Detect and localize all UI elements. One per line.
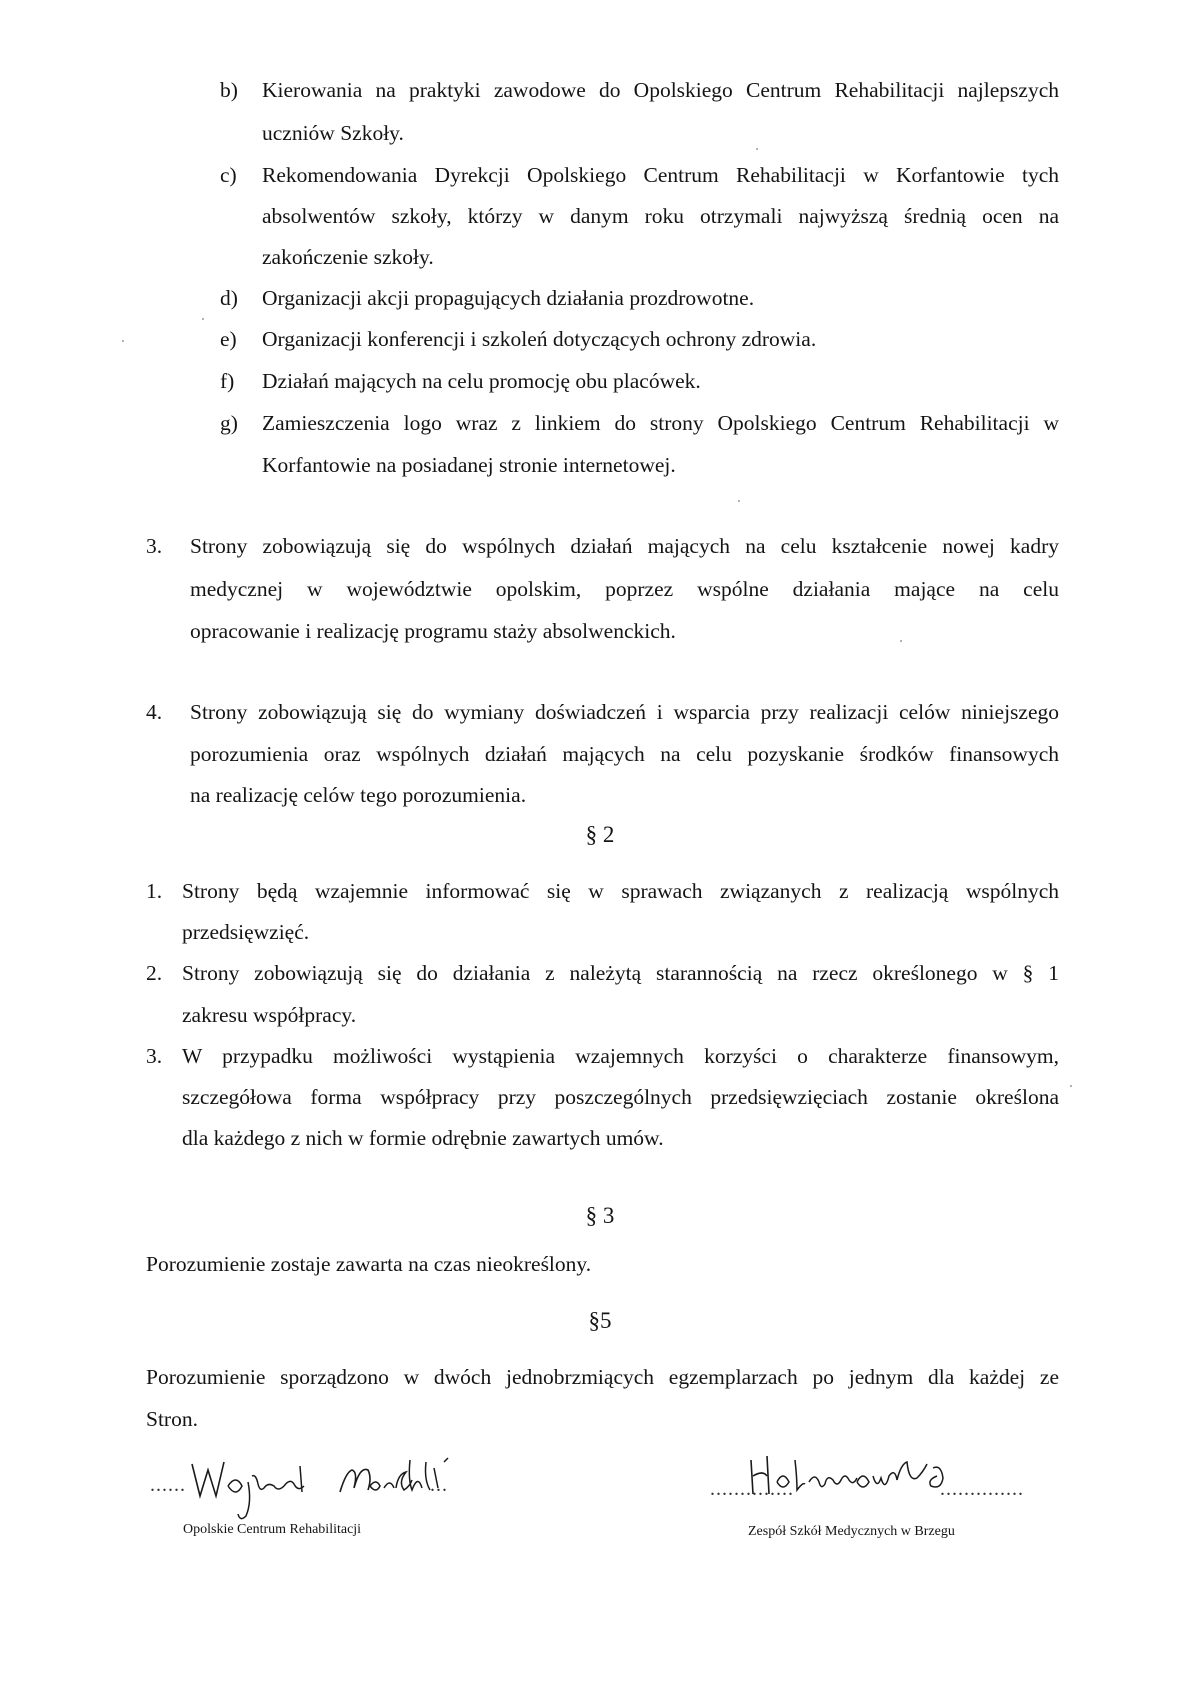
list-item-line: Korfantowie na posiadanej stronie internetowej.	[262, 453, 676, 477]
list-label: c)	[220, 163, 237, 187]
list-item-line: uczniów Szkoły.	[262, 121, 404, 145]
point-number: 3.	[146, 534, 163, 558]
signature-left	[188, 1452, 488, 1522]
scan-speck	[202, 318, 204, 320]
point-line: przedsięwzięć.	[182, 920, 310, 944]
section-heading: §5	[588, 1308, 612, 1333]
point-line: na realizację celów tego porozumienia.	[190, 783, 527, 807]
signature-caption: Zespół Szkół Medycznych w Brzegu	[748, 1524, 955, 1539]
signature-dots: ..............	[710, 1478, 794, 1500]
scan-speck	[122, 340, 124, 342]
list-item-line: Organizacji akcji propagujących działania prozdrowotne.	[262, 286, 755, 310]
point-line: Strony zobowiązują się do działania z należytą starannością na rzecz określonego w § 1	[182, 961, 1059, 985]
list-item-line: Rekomendowania Dyrekcji Opolskiego Centrum Rehabilitacji w Korfantowie tych	[262, 163, 1059, 187]
list-label: f)	[220, 369, 235, 393]
scan-speck	[1070, 1085, 1072, 1087]
paragraph-line: Stron.	[146, 1407, 198, 1431]
list-label: g)	[220, 411, 238, 435]
point-line: porozumienia oraz wspólnych działań mających na celu pozyskanie środków finansowych	[190, 742, 1059, 766]
paragraph: Porozumienie zostaje zawarta na czas nieokreślony.	[146, 1252, 592, 1276]
point-line: W przypadku możliwości wystąpienia wzajemnych korzyści o charakterze finansowym,	[182, 1044, 1059, 1068]
point-number: 2.	[146, 961, 163, 985]
point-line: szczegółowa forma współpracy przy poszczególnych przedsięwzięciach zostanie określona	[182, 1085, 1059, 1109]
point-line: Strony będą wzajemnie informować się w sprawach związanych z realizacją wspólnych	[182, 879, 1059, 903]
section-heading: § 3	[585, 1203, 615, 1228]
point-line: Strony zobowiązują się do wymiany doświadczeń i wsparcia przy realizacji celów niniejszego	[190, 700, 1059, 724]
scan-speck	[900, 640, 902, 642]
point-number: 4.	[146, 700, 163, 724]
point-line: medycznej w województwie opolskim, poprzez wspólne działania mające na celu	[190, 577, 1059, 601]
point-line: dla każdego z nich w formie odrębnie zawartych umów.	[182, 1126, 664, 1150]
scan-speck	[738, 500, 740, 502]
point-line: zakresu współpracy.	[182, 1003, 357, 1027]
signature-dots: ..............	[940, 1478, 1024, 1500]
signature-dots: ...	[430, 1474, 448, 1496]
paragraph-line: Porozumienie sporządzono w dwóch jednobrzmiących egzemplarzach po jednym dla każdej ze	[146, 1365, 1059, 1389]
list-item-line: Organizacji konferencji i szkoleń dotyczących ochrony zdrowia.	[262, 327, 817, 351]
point-number: 3.	[146, 1044, 163, 1068]
signature-dots: ......	[150, 1474, 186, 1496]
list-item-line: Zamieszczenia logo wraz z linkiem do strony Opolskiego Centrum Rehabilitacji w	[262, 411, 1059, 435]
point-line: opracowanie i realizację programu staży absolwenckich.	[190, 619, 676, 643]
point-line: Strony zobowiązują się do wspólnych działań mających na celu kształcenie nowej kadry	[190, 534, 1059, 558]
signature-caption: Opolskie Centrum Rehabilitacji	[183, 1522, 362, 1537]
list-item-line: Działań mających na celu promocję obu placówek.	[262, 369, 701, 393]
list-item-line: zakończenie szkoły.	[262, 245, 434, 269]
signature-right	[745, 1446, 975, 1506]
list-label: b)	[220, 78, 238, 102]
list-label: e)	[220, 327, 237, 351]
point-number: 1.	[146, 879, 163, 903]
list-item-line: Kierowania na praktyki zawodowe do Opolskiego Centrum Rehabilitacji najlepszych	[262, 78, 1059, 102]
section-heading: § 2	[585, 822, 615, 847]
list-item-line: absolwentów szkoły, którzy w danym roku otrzymali najwyższą średnią ocen na	[262, 204, 1059, 228]
list-label: d)	[220, 286, 238, 310]
scan-speck	[756, 148, 758, 150]
